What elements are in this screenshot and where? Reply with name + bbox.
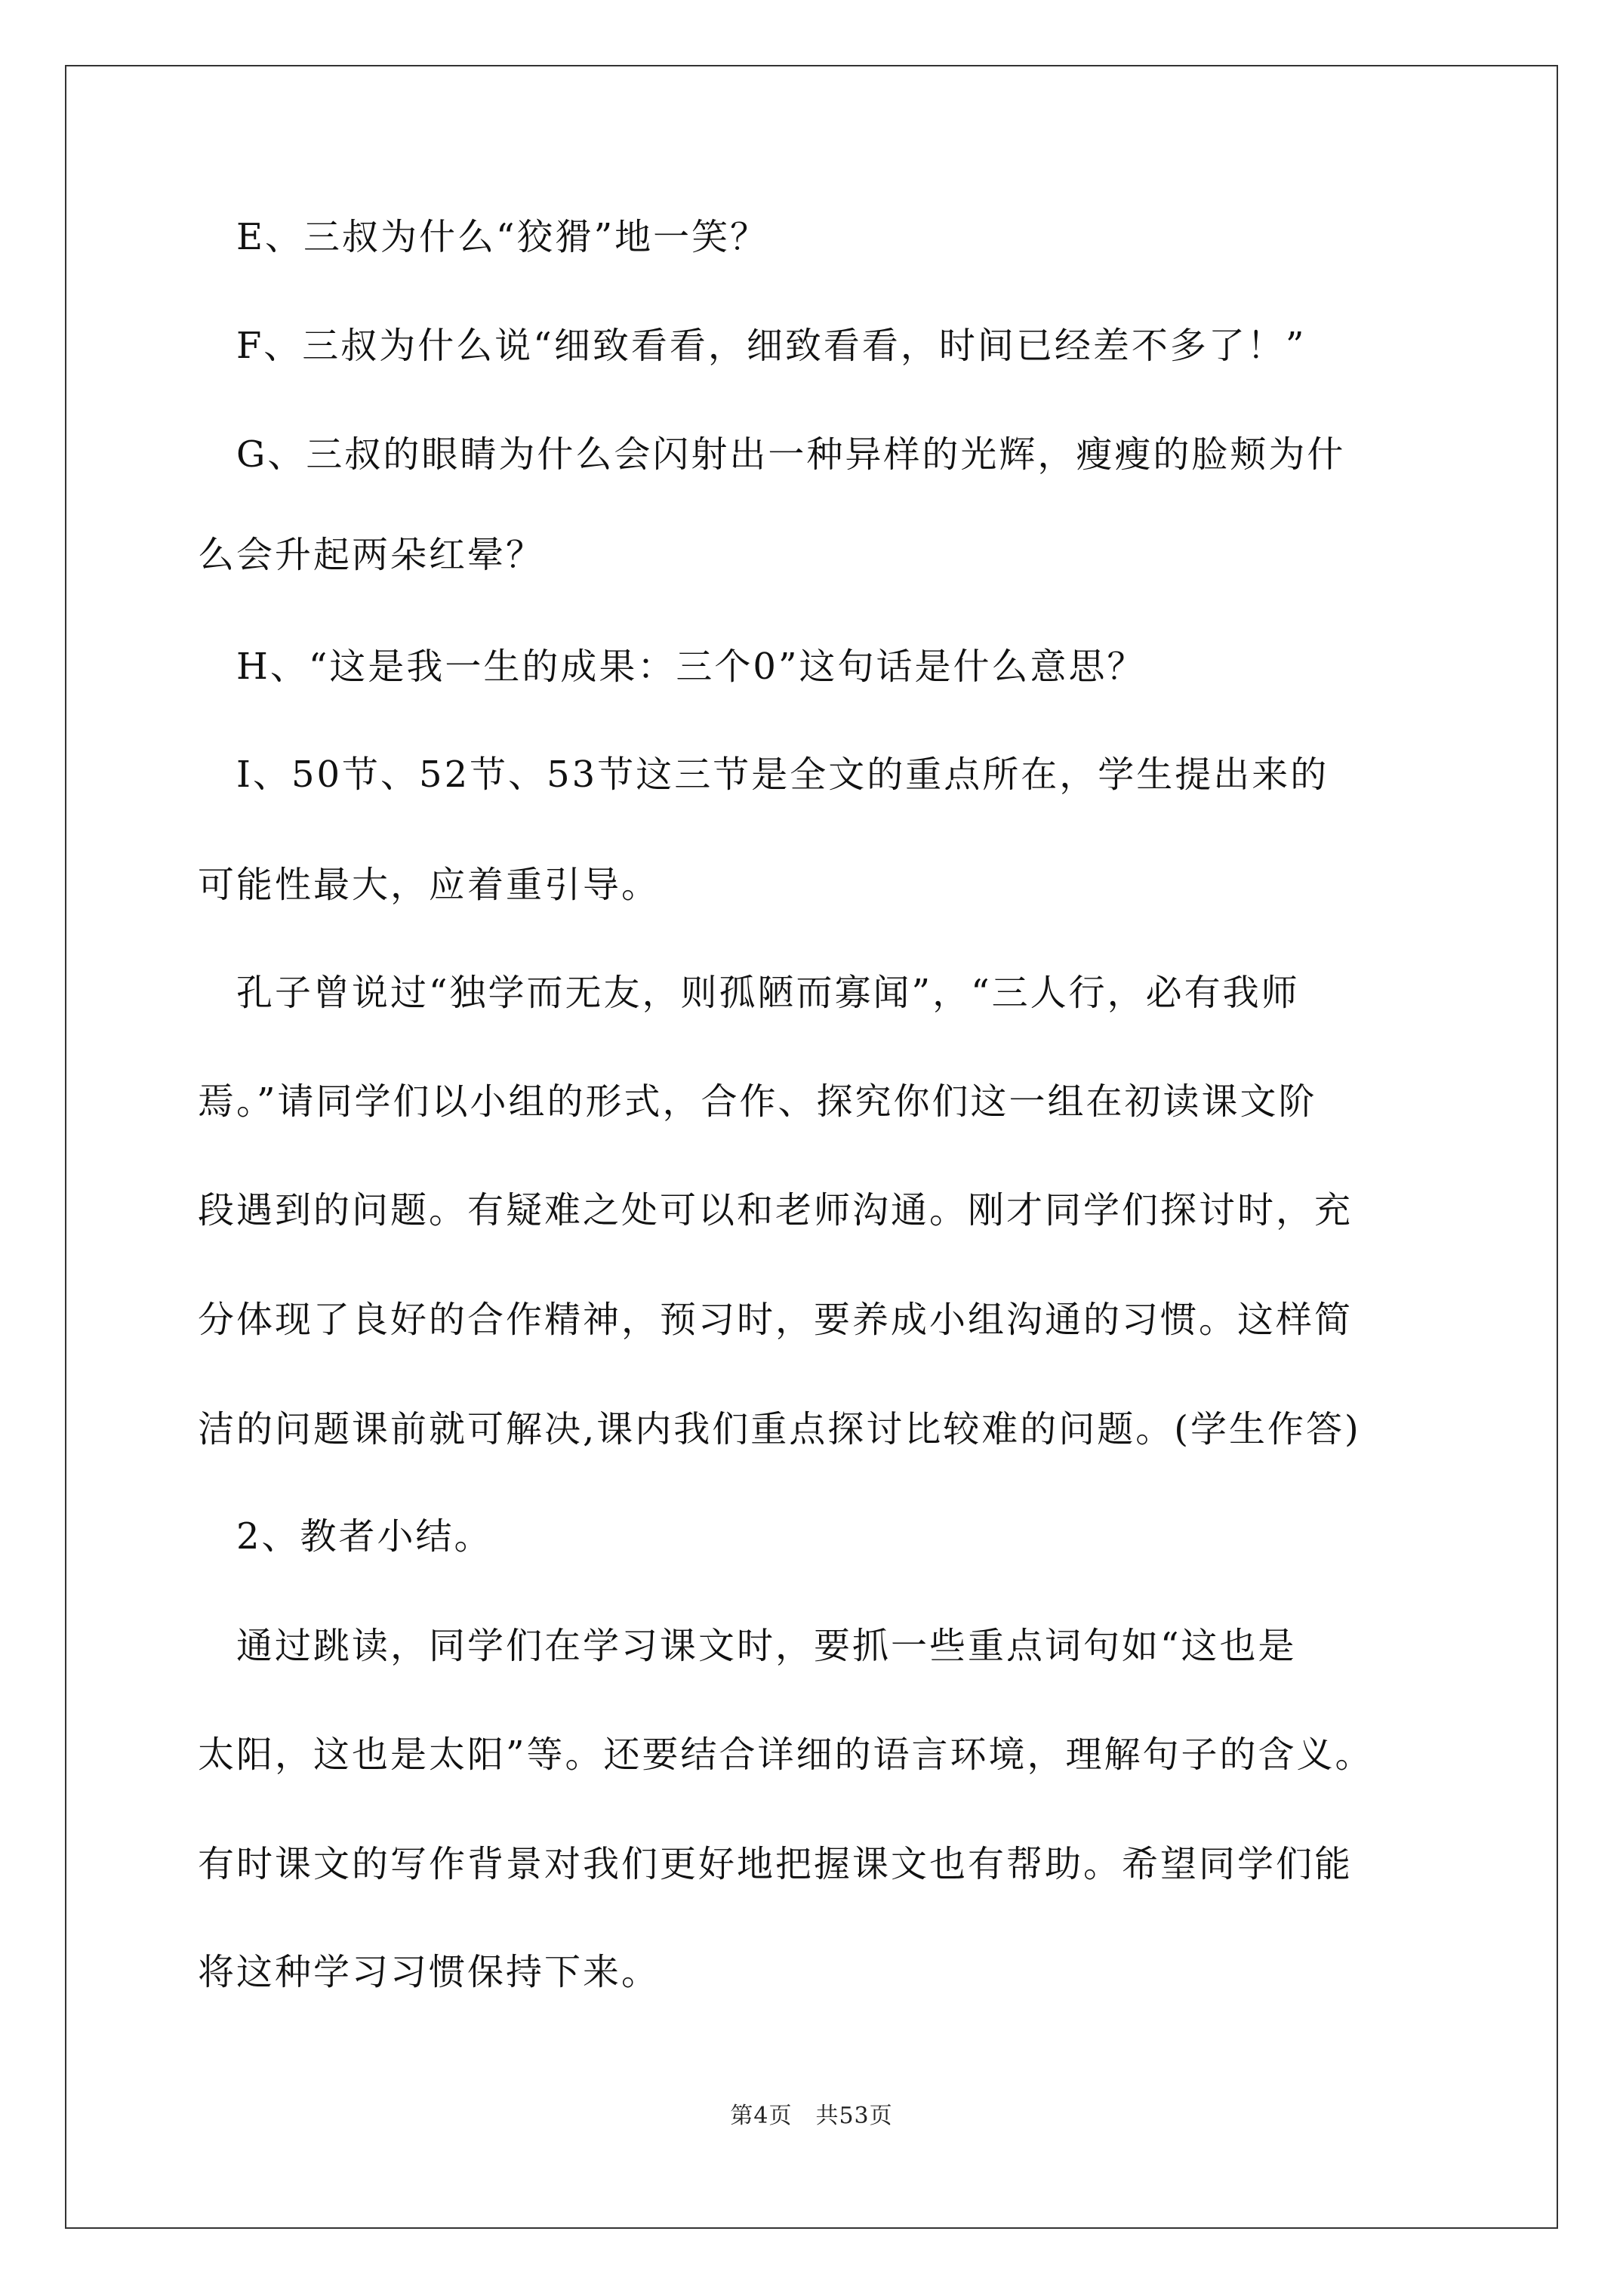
text-line-10: 段遇到的问题。有疑难之处可以和老师沟通。刚才同学们探讨时，充 — [198, 1189, 1354, 1231]
page-number-footer: 第4页 共53页 — [730, 2103, 893, 2129]
text-line-16: 有时课文的写作背景对我们更好地把握课文也有帮助。希望同学们能 — [198, 1843, 1354, 1885]
page-border — [65, 65, 1558, 2229]
text-line-4: 么会升起两朵红晕？ — [198, 534, 545, 576]
text-line-13: 2、教者小结。 — [198, 1515, 493, 1558]
text-line-8: 孔子曾说过“独学而无友，则孤陋而寡闻”，“三人行，必有我师 — [198, 972, 1300, 1014]
text-line-15: 太阳，这也是太阳”等。还要结合详细的语言环境，理解句子的含义。 — [198, 1734, 1374, 1776]
text-line-11: 分体现了良好的合作精神，预习时，要养成小组沟通的习惯。这样简 — [198, 1299, 1354, 1341]
text-line-3: G、三叔的眼睛为什么会闪射出一种异样的光辉，瘦瘦的脸颊为什 — [198, 433, 1346, 476]
text-line-14: 通过跳读，同学们在学习课文时，要抓一些重点词句如“这也是 — [198, 1625, 1297, 1667]
text-line-7: 可能性最大，应着重引导。 — [198, 864, 661, 906]
text-line-5: H、“这是我一生的成果：三个0”这句话是什么意思？ — [198, 646, 1146, 688]
text-line-17: 将这种学习习惯保持下来。 — [198, 1951, 661, 1993]
text-line-1: E、三叔为什么“狡猾”地一笑？ — [198, 216, 769, 258]
text-line-2: F、三叔为什么说“细致看看，细致看看，时间已经差不多了！” — [198, 325, 1307, 367]
text-line-9: 焉。”请同学们以小组的形式，合作、探究你们这一组在初读课文阶 — [198, 1080, 1317, 1123]
text-line-12: 洁的问题课前就可解决,课内我们重点探讨比较难的问题。(学生作答) — [198, 1408, 1361, 1450]
text-line-6: I、50节、52节、53节这三节是全文的重点所在，学生提出来的 — [198, 754, 1329, 796]
